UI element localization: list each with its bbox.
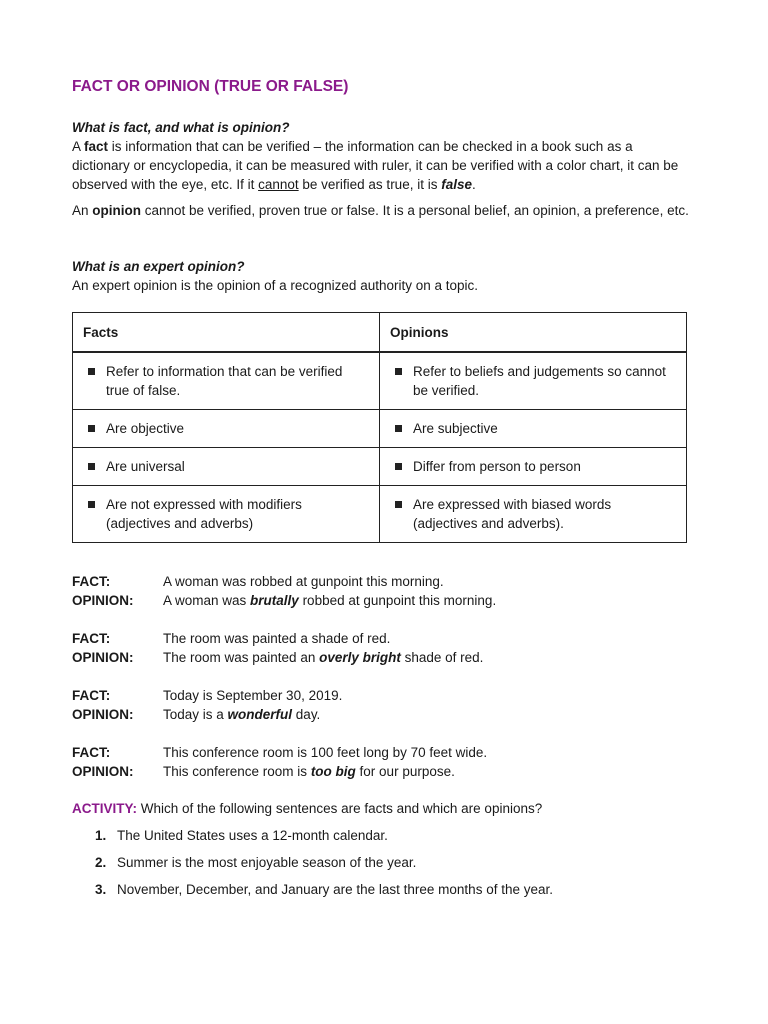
item-text: The United States uses a 12-month calendar. xyxy=(117,828,388,843)
fact-sentence: Today is September 30, 2019. xyxy=(163,688,343,703)
table-cell xyxy=(380,448,687,486)
cell-text: Are subjective xyxy=(413,421,498,436)
bullet-icon xyxy=(88,425,95,432)
facts-opinions-table xyxy=(72,312,687,543)
opinion-emphasis: overly bright xyxy=(319,650,401,665)
header-facts: Facts xyxy=(73,313,380,353)
fact-def-keyword: fact xyxy=(84,139,109,154)
opinion-sentence-a: A woman was xyxy=(163,593,251,608)
fact-definition-paragraph xyxy=(72,137,692,194)
fact-sentence: A woman was robbed at gunpoint this morning. xyxy=(163,574,444,589)
section-expert-opinion xyxy=(72,257,692,295)
fact-def-a: A xyxy=(72,139,85,154)
opinion-emphasis: brutally xyxy=(250,593,299,608)
opinion-label: OPINION: xyxy=(72,764,134,779)
fact-def-false: false xyxy=(441,177,472,192)
cell-text: Refer to information that can be verified true of false. xyxy=(106,364,343,398)
fact-label: FACT: xyxy=(72,631,111,646)
opinion-def-keyword: opinion xyxy=(92,203,141,218)
item-number: 3. xyxy=(95,882,107,897)
opinion-definition-paragraph xyxy=(72,201,692,220)
opinion-emphasis: too big xyxy=(310,764,356,779)
table-cell xyxy=(73,352,380,410)
fact-label: FACT: xyxy=(72,574,111,589)
activity-label: ACTIVITY: xyxy=(72,801,137,816)
example-pair-1 xyxy=(72,572,712,610)
opinion-def-a: An xyxy=(72,203,93,218)
cell-text: Are universal xyxy=(106,459,185,474)
fact-def-b: is information that can be verified – the information can be checked in a book such as a dictionary or encyclopedia, it can be measured with ruler, it can be verified with a color chart, it can be observed with the eye, etc. If it xyxy=(72,139,679,192)
expert-opinion-text: An expert opinion is the opinion of a recognized authority on a topic. xyxy=(72,278,479,293)
table-row xyxy=(73,448,687,486)
activity-item-1 xyxy=(95,826,388,845)
bullet-icon xyxy=(395,463,402,470)
table-row xyxy=(73,352,687,410)
item-text: Summer is the most enjoyable season of the year. xyxy=(117,855,417,870)
example-pair-3 xyxy=(72,686,712,724)
item-number: 2. xyxy=(95,855,107,870)
cell-text: Are not expressed with modifiers (adjectives and adverbs) xyxy=(106,497,302,531)
opinion-sentence-b: for our purpose. xyxy=(355,764,455,779)
activity-text: Which of the following sentences are facts and which are opinions? xyxy=(137,801,543,816)
opinion-sentence-b: robbed at gunpoint this morning. xyxy=(298,593,497,608)
item-text: November, December, and January are the last three months of the year. xyxy=(117,882,553,897)
activity-prompt xyxy=(72,799,542,818)
fact-label: FACT: xyxy=(72,688,111,703)
fact-def-d: . xyxy=(471,177,476,192)
opinion-sentence-b: day. xyxy=(292,707,321,722)
bullet-icon xyxy=(88,463,95,470)
cell-text: Differ from person to person xyxy=(413,459,581,474)
opinion-emphasis: wonderful xyxy=(227,707,293,722)
cell-text: Refer to beliefs and judgements so cannot be verified. xyxy=(413,364,666,398)
table-row xyxy=(73,486,687,543)
fact-sentence: The room was painted a shade of red. xyxy=(163,631,391,646)
question-expert-opinion: What is an expert opinion? xyxy=(72,259,245,274)
bullet-icon xyxy=(395,501,402,508)
item-number: 1. xyxy=(95,828,107,843)
table-header-row xyxy=(73,313,687,353)
activity-item-3 xyxy=(95,880,553,899)
cell-text: Are objective xyxy=(106,421,185,436)
activity-item-2 xyxy=(95,853,416,872)
table-cell xyxy=(380,410,687,448)
section-fact-opinion xyxy=(72,118,692,220)
bullet-icon xyxy=(395,425,402,432)
example-pair-2 xyxy=(72,629,712,667)
opinion-sentence-a: This conference room is xyxy=(163,764,311,779)
bullet-icon xyxy=(395,368,402,375)
bullet-icon xyxy=(88,501,95,508)
opinion-label: OPINION: xyxy=(72,593,134,608)
opinion-label: OPINION: xyxy=(72,650,134,665)
example-pair-4 xyxy=(72,743,712,781)
table-cell xyxy=(380,486,687,543)
table-cell xyxy=(73,448,380,486)
fact-def-c: be verified as true, it is xyxy=(298,177,442,192)
header-opinions: Opinions xyxy=(380,313,687,353)
page-title: FACT OR OPINION (TRUE OR FALSE) xyxy=(72,78,349,95)
opinion-def-b: cannot be verified, proven true or false. It is a personal belief, an opinion, a preference, etc. xyxy=(141,203,689,218)
table-cell xyxy=(73,486,380,543)
fact-label: FACT: xyxy=(72,745,111,760)
opinion-sentence-a: The room was painted an xyxy=(163,650,320,665)
bullet-icon xyxy=(88,368,95,375)
opinion-sentence-a: Today is a xyxy=(163,707,228,722)
question-fact-opinion: What is fact, and what is opinion? xyxy=(72,120,290,135)
fact-sentence: This conference room is 100 feet long by 70 feet wide. xyxy=(163,745,488,760)
cell-text: Are expressed with biased words (adjectives and adverbs). xyxy=(413,497,612,531)
opinion-sentence-b: shade of red. xyxy=(400,650,484,665)
table-cell xyxy=(73,410,380,448)
fact-def-cannot: cannot xyxy=(258,177,299,192)
opinion-label: OPINION: xyxy=(72,707,134,722)
table-row xyxy=(73,410,687,448)
table-cell xyxy=(380,352,687,410)
